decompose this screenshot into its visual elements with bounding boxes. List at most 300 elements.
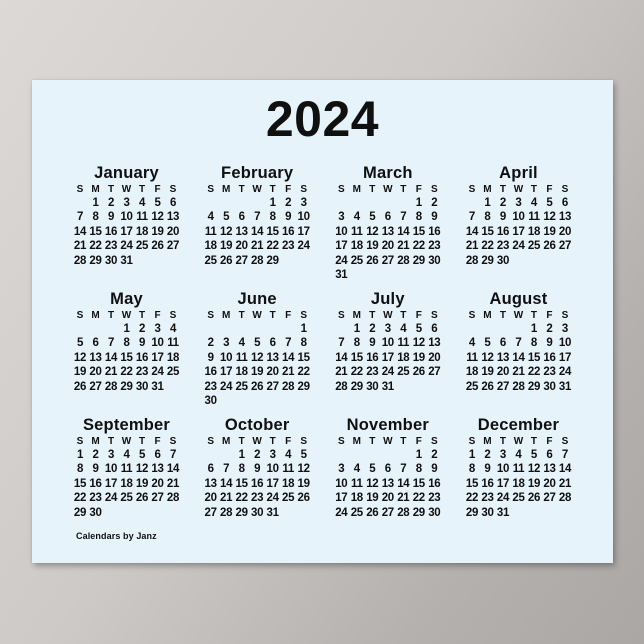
day-cell: 17 — [120, 225, 133, 238]
day-cell-empty — [249, 196, 265, 210]
month-days-grid — [72, 310, 181, 394]
day-cell: 19 — [366, 492, 379, 505]
day-cell: 22 — [235, 492, 248, 505]
day-cell: 13 — [166, 211, 180, 224]
day-cell: 31 — [266, 506, 279, 519]
day-cell: 9 — [138, 337, 146, 350]
day-cell: 16 — [543, 351, 556, 364]
day-cell: 20 — [89, 366, 102, 379]
day-cell: 2 — [92, 449, 99, 461]
weekday-label: T — [107, 436, 115, 447]
day-cell: 4 — [169, 323, 177, 335]
day-cell-empty — [396, 380, 412, 394]
day-cell: 18 — [350, 492, 363, 505]
day-cell: 4 — [285, 449, 292, 461]
weekday-label: M — [221, 436, 231, 447]
day-cell: 24 — [151, 366, 164, 379]
day-cell: 24 — [266, 492, 279, 505]
day-cell: 27 — [558, 240, 572, 253]
day-cell: 7 — [400, 211, 407, 224]
day-cell: 24 — [558, 366, 572, 379]
weekday-label: S — [76, 310, 84, 321]
day-cell: 8 — [353, 337, 360, 350]
month-title: June — [237, 290, 277, 308]
day-cell: 28 — [558, 492, 572, 505]
day-cell: 20 — [381, 492, 394, 505]
day-cell: 3 — [338, 211, 345, 224]
day-cell: 11 — [167, 337, 179, 350]
day-cell: 29 — [412, 506, 425, 519]
day-cell: 17 — [151, 351, 164, 364]
day-cell: 1 — [415, 449, 422, 461]
weekday-label: T — [400, 436, 407, 447]
day-cell: 30 — [251, 506, 264, 519]
month-block — [333, 164, 442, 290]
month-title: July — [370, 290, 405, 308]
day-cell: 5 — [154, 197, 161, 209]
day-cell: 30 — [428, 506, 441, 519]
day-cell: 17 — [512, 225, 525, 238]
day-cell: 27 — [204, 506, 217, 519]
day-cell: 22 — [412, 492, 425, 505]
day-cell-empty — [296, 254, 312, 268]
weekday-label: F — [154, 310, 161, 321]
month-block — [464, 290, 573, 416]
day-cell: 12 — [151, 211, 164, 224]
day-cell-empty — [334, 448, 350, 462]
day-cell: 10 — [151, 337, 164, 350]
day-cell-empty — [411, 380, 427, 394]
day-cell-empty — [365, 196, 381, 210]
day-cell: 6 — [207, 463, 214, 476]
day-cell-empty — [265, 322, 281, 336]
day-cell: 6 — [384, 463, 391, 476]
day-cell-empty — [280, 322, 296, 336]
weekday-label: T — [269, 184, 276, 195]
day-cell: 2 — [369, 323, 376, 335]
day-cell: 17 — [558, 351, 572, 364]
month-days-grid — [464, 184, 573, 268]
month-block — [72, 290, 181, 416]
day-cell: 24 — [104, 492, 118, 505]
weekday-label: T — [530, 184, 538, 195]
day-cell: 29 — [481, 254, 494, 267]
day-cell-empty — [134, 254, 150, 268]
day-cell: 26 — [527, 492, 541, 505]
weekday-label: S — [337, 310, 345, 321]
weekday-label: M — [483, 436, 492, 447]
day-cell: 9 — [207, 351, 214, 364]
day-cell-empty — [218, 196, 234, 210]
day-cell: 12 — [543, 211, 556, 224]
day-cell: 19 — [151, 225, 164, 238]
day-cell: 20 — [543, 477, 556, 490]
day-cell: 4 — [353, 463, 360, 476]
month-title: May — [110, 290, 143, 308]
day-cell: 12 — [366, 477, 379, 490]
day-cell: 3 — [107, 449, 115, 461]
day-cell: 20 — [166, 225, 180, 238]
day-cell: 29 — [120, 380, 133, 393]
day-cell: 19 — [543, 225, 556, 238]
month-block — [333, 416, 442, 542]
day-cell: 5 — [369, 211, 376, 224]
day-cell: 19 — [412, 351, 425, 364]
day-cell: 22 — [73, 492, 87, 505]
day-cell: 20 — [235, 240, 248, 253]
day-cell: 16 — [135, 351, 149, 364]
day-cell-empty — [557, 506, 573, 520]
day-cell: 23 — [282, 240, 295, 253]
day-cell: 25 — [350, 254, 363, 267]
day-cell-empty — [103, 322, 119, 336]
weekday-label: W — [121, 436, 132, 447]
day-cell: 20 — [266, 366, 279, 379]
day-cell: 29 — [465, 506, 479, 519]
day-cell: 19 — [481, 366, 494, 379]
day-cell: 7 — [76, 211, 84, 224]
weekday-label: T — [400, 310, 407, 321]
day-cell: 26 — [366, 254, 379, 267]
day-cell: 26 — [543, 240, 556, 253]
day-cell: 15 — [412, 225, 425, 238]
weekday-label: S — [468, 310, 476, 321]
day-cell: 13 — [89, 351, 102, 364]
day-cell: 20 — [151, 477, 164, 490]
weekday-label: W — [252, 436, 262, 447]
day-cell: 27 — [496, 380, 510, 393]
day-cell: 1 — [269, 197, 276, 209]
day-cell: 29 — [527, 380, 541, 393]
weekday-label: S — [300, 184, 307, 195]
weekday-label: M — [91, 436, 100, 447]
day-cell: 3 — [300, 197, 307, 209]
day-cell: 17 — [104, 477, 118, 490]
day-cell: 15 — [235, 477, 248, 490]
day-cell: 30 — [481, 506, 494, 519]
month-days-grid — [72, 436, 181, 520]
day-cell: 29 — [73, 506, 87, 519]
day-cell: 26 — [481, 380, 494, 393]
day-cell: 14 — [335, 351, 348, 364]
day-cell: 7 — [561, 449, 569, 461]
day-cell: 16 — [428, 477, 441, 490]
day-cell-empty — [464, 196, 480, 210]
day-cell: 22 — [412, 240, 425, 253]
day-cell: 25 — [527, 240, 541, 253]
day-cell: 14 — [73, 225, 87, 238]
day-cell: 12 — [366, 225, 379, 238]
weekday-label: S — [561, 184, 569, 195]
day-cell: 27 — [235, 254, 248, 267]
day-cell: 26 — [151, 240, 164, 253]
day-cell: 1 — [468, 449, 476, 461]
day-cell-empty — [218, 322, 234, 336]
day-cell-empty — [542, 506, 558, 520]
weekday-label: S — [468, 184, 476, 195]
day-cell: 28 — [166, 492, 180, 505]
day-cell: 13 — [543, 463, 556, 476]
day-cell-empty — [511, 506, 527, 520]
day-cell: 12 — [527, 463, 541, 476]
day-cell: 24 — [297, 240, 310, 253]
credit-text: Calendars by Janz — [76, 531, 157, 541]
day-cell: 11 — [136, 211, 148, 224]
day-cell-empty — [165, 506, 181, 520]
day-cell: 10 — [104, 463, 118, 476]
weekday-label: S — [430, 184, 438, 195]
weekday-label: T — [238, 436, 245, 447]
weekday-label: T — [107, 184, 115, 195]
day-cell: 4 — [207, 211, 214, 224]
day-cell: 21 — [166, 477, 180, 490]
day-cell: 2 — [499, 197, 507, 209]
day-cell: 4 — [400, 323, 407, 335]
day-cell: 13 — [496, 351, 510, 364]
day-cell-empty — [526, 506, 542, 520]
day-cell: 15 — [297, 351, 310, 364]
day-cell-empty — [334, 322, 350, 336]
month-days-grid — [333, 184, 442, 282]
day-cell: 9 — [107, 211, 115, 224]
weekday-label: F — [285, 184, 292, 195]
day-cell: 3 — [223, 337, 230, 350]
day-cell: 28 — [104, 380, 118, 393]
day-cell: 27 — [428, 366, 441, 379]
day-cell: 14 — [512, 351, 525, 364]
day-cell: 25 — [166, 366, 180, 379]
day-cell: 9 — [546, 337, 553, 350]
day-cell: 16 — [104, 225, 118, 238]
day-cell: 11 — [528, 211, 540, 224]
day-cell: 25 — [235, 380, 248, 393]
day-cell: 18 — [397, 351, 410, 364]
day-cell: 16 — [251, 477, 264, 490]
day-cell: 7 — [400, 463, 407, 476]
month-block — [203, 416, 312, 542]
weekday-label: S — [169, 436, 177, 447]
weekday-label: F — [415, 310, 422, 321]
weekday-label: W — [383, 184, 393, 195]
day-cell: 18 — [512, 477, 525, 490]
day-cell: 17 — [381, 351, 394, 364]
day-cell-empty — [396, 448, 412, 462]
day-cell: 2 — [107, 197, 115, 209]
day-cell: 11 — [351, 477, 363, 490]
day-cell: 29 — [412, 254, 425, 267]
day-cell: 13 — [266, 351, 279, 364]
day-cell-empty — [334, 196, 350, 210]
day-cell: 8 — [468, 463, 476, 476]
day-cell: 5 — [530, 449, 538, 461]
day-cell: 14 — [397, 477, 410, 490]
day-cell: 29 — [350, 380, 363, 393]
day-cell: 5 — [138, 449, 146, 461]
day-cell: 2 — [431, 449, 438, 461]
day-cell: 9 — [92, 463, 99, 476]
weekday-label: S — [337, 436, 345, 447]
day-cell: 3 — [338, 463, 345, 476]
day-cell: 7 — [254, 211, 261, 224]
weekday-label: W — [121, 184, 132, 195]
month-title: March — [363, 164, 413, 182]
weekday-label: T — [138, 310, 146, 321]
day-cell: 23 — [89, 492, 102, 505]
weekday-label: M — [221, 310, 231, 321]
calendar-poster — [32, 80, 613, 563]
month-title: February — [221, 164, 294, 182]
month-block — [464, 416, 573, 542]
day-cell: 15 — [412, 477, 425, 490]
day-cell-empty — [480, 322, 496, 336]
day-cell: 31 — [558, 380, 572, 393]
day-cell: 2 — [254, 449, 261, 461]
day-cell: 21 — [465, 240, 479, 253]
day-cell: 30 — [204, 395, 217, 408]
day-cell-empty — [203, 196, 219, 210]
day-cell: 23 — [543, 366, 556, 379]
day-cell: 28 — [73, 254, 87, 267]
day-cell: 8 — [300, 337, 307, 350]
weekday-label: S — [207, 436, 214, 447]
day-cell: 4 — [515, 449, 522, 461]
day-cell: 17 — [335, 492, 348, 505]
day-cell: 6 — [269, 337, 276, 350]
day-cell: 25 — [120, 492, 133, 505]
day-cell: 2 — [431, 197, 438, 209]
day-cell: 17 — [496, 477, 510, 490]
day-cell-empty — [511, 254, 527, 268]
day-cell: 5 — [484, 337, 491, 350]
day-cell: 17 — [335, 240, 348, 253]
day-cell: 10 — [381, 337, 394, 350]
day-cell: 19 — [220, 240, 233, 253]
day-cell: 23 — [496, 240, 510, 253]
day-cell: 30 — [135, 380, 149, 393]
weekday-label: F — [546, 184, 553, 195]
day-cell: 22 — [89, 240, 102, 253]
day-cell-empty — [218, 448, 234, 462]
weekday-label: T — [530, 436, 538, 447]
day-cell: 22 — [297, 366, 310, 379]
day-cell: 21 — [251, 240, 264, 253]
month-title: December — [477, 416, 560, 434]
weekday-label: S — [561, 436, 569, 447]
day-cell: 18 — [166, 351, 180, 364]
weekday-label: S — [300, 436, 307, 447]
day-cell: 22 — [266, 240, 279, 253]
day-cell: 14 — [282, 351, 295, 364]
day-cell: 10 — [496, 463, 510, 476]
day-cell: 7 — [515, 337, 522, 350]
day-cell: 16 — [89, 477, 102, 490]
day-cell: 30 — [104, 254, 118, 267]
day-cell: 28 — [220, 506, 233, 519]
day-cell: 5 — [76, 337, 84, 350]
day-cell: 7 — [285, 337, 292, 350]
day-cell: 25 — [204, 254, 217, 267]
day-cell-empty — [349, 448, 365, 462]
weekday-label: W — [513, 184, 524, 195]
day-cell: 30 — [366, 380, 379, 393]
weekday-label: S — [207, 310, 214, 321]
weekday-label: W — [252, 184, 262, 195]
day-cell-empty — [380, 268, 396, 282]
day-cell: 17 — [297, 225, 310, 238]
day-cell: 21 — [282, 366, 295, 379]
day-cell: 13 — [428, 337, 441, 350]
day-cell: 1 — [92, 197, 99, 209]
day-cell: 26 — [220, 254, 233, 267]
weekday-label: M — [352, 310, 361, 321]
day-cell-empty — [380, 196, 396, 210]
day-cell: 8 — [269, 211, 276, 224]
day-cell: 23 — [251, 492, 264, 505]
day-cell: 5 — [300, 449, 307, 461]
weekday-label: M — [352, 184, 361, 195]
day-cell: 10 — [558, 337, 572, 350]
day-cell: 23 — [428, 240, 441, 253]
weekday-label: F — [154, 436, 161, 447]
day-cell: 18 — [465, 366, 479, 379]
day-cell: 12 — [297, 463, 310, 476]
weekday-label: W — [383, 436, 393, 447]
day-cell: 31 — [381, 380, 394, 393]
day-cell-empty — [234, 394, 250, 408]
day-cell: 14 — [558, 463, 572, 476]
day-cell: 16 — [366, 351, 379, 364]
day-cell: 21 — [397, 240, 410, 253]
day-cell: 11 — [204, 225, 217, 238]
day-cell: 8 — [76, 463, 84, 476]
day-cell: 13 — [558, 211, 572, 224]
weekday-label: T — [238, 184, 245, 195]
weekday-label: W — [513, 436, 524, 447]
day-cell: 14 — [104, 351, 118, 364]
weekday-label: S — [430, 436, 438, 447]
day-cell: 21 — [335, 366, 348, 379]
day-cell: 29 — [235, 506, 248, 519]
weekday-label: T — [107, 310, 115, 321]
weekday-label: S — [430, 310, 438, 321]
day-cell: 1 — [530, 323, 538, 335]
day-cell: 18 — [282, 477, 295, 490]
day-cell: 16 — [496, 225, 510, 238]
day-cell: 3 — [499, 449, 507, 461]
weekday-label: T — [269, 310, 276, 321]
day-cell: 16 — [481, 477, 494, 490]
day-cell: 13 — [235, 225, 248, 238]
day-cell-empty — [296, 394, 312, 408]
day-cell-empty — [380, 448, 396, 462]
day-cell: 26 — [73, 380, 87, 393]
day-cell: 15 — [266, 225, 279, 238]
day-cell: 12 — [481, 351, 494, 364]
day-cell: 24 — [220, 380, 233, 393]
day-cell: 5 — [254, 337, 261, 350]
day-cell: 16 — [428, 225, 441, 238]
day-cell: 19 — [73, 366, 87, 379]
day-cell-empty — [464, 322, 480, 336]
weekday-label: S — [169, 184, 177, 195]
day-cell: 4 — [123, 449, 130, 461]
day-cell: 16 — [282, 225, 295, 238]
day-cell: 13 — [151, 463, 164, 476]
day-cell: 22 — [527, 366, 541, 379]
weekday-label: T — [530, 310, 538, 321]
day-cell: 1 — [76, 449, 84, 461]
day-cell-empty — [265, 394, 281, 408]
